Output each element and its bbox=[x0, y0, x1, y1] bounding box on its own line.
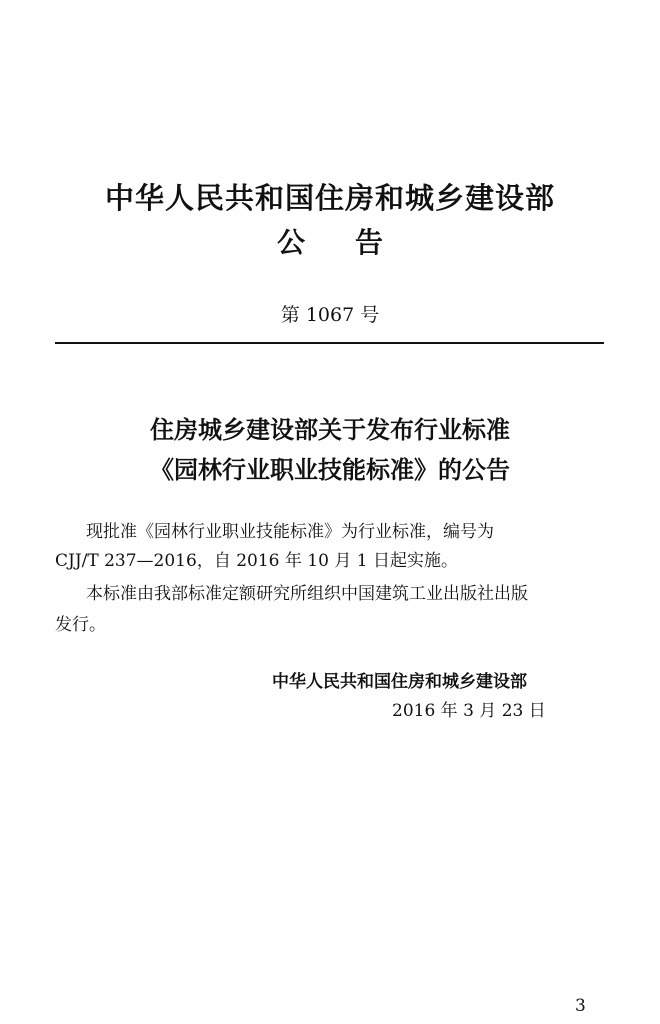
body-line-4: 发行。 bbox=[55, 615, 106, 635]
signatory-organization: 中华人民共和国住房和城乡建设部 bbox=[272, 672, 527, 692]
document-number: 第 1067 号 bbox=[280, 304, 380, 326]
body-line-3: 本标准由我部标准定额研究所组织中国建筑工业出版社出版 bbox=[86, 584, 528, 604]
body-line-2: CJJ/T 237—2016，自 2016 年 10 月 1 日起实施。 bbox=[55, 551, 458, 571]
notice-title-line-1: 住房城乡建设部关于发布行业标准 bbox=[150, 415, 510, 444]
notice-heading: 公告 bbox=[276, 226, 433, 259]
ministry-title: 中华人民共和国住房和城乡建设部 bbox=[104, 181, 555, 215]
page-number: 3 bbox=[575, 996, 586, 1016]
signature-date: 2016 年 3 月 23 日 bbox=[392, 701, 546, 721]
header-divider bbox=[55, 342, 604, 344]
body-line-1: 现批准《园林行业职业技能标准》为行业标准，编号为 bbox=[86, 522, 494, 542]
notice-title-line-2: 《园林行业职业技能标准》的公告 bbox=[150, 455, 510, 484]
